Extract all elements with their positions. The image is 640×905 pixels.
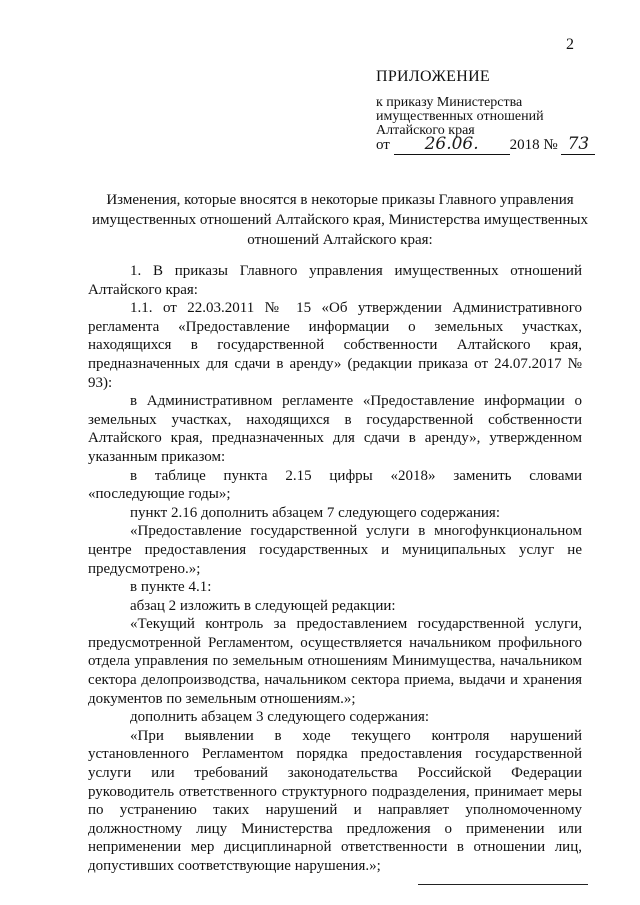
appendix-title: ПРИЛОЖЕНИЕ <box>376 68 491 85</box>
page-number: 2 <box>566 36 574 53</box>
document-body <box>88 262 582 876</box>
appendix-line-3: Алтайского края <box>376 123 475 138</box>
paragraph-3: в Административном регламенте «Предоставление информации о земельных участках, находящихся в государственной собственности Алтайского края, предназначенных для сдачи в аренду», утвержденном указанным приказом: <box>88 393 582 465</box>
order-year: 2018 <box>509 137 540 153</box>
handwritten-date: 26.06. <box>424 134 479 154</box>
number-sign: № <box>543 137 558 153</box>
date-field <box>394 134 510 155</box>
paragraph-1: 1. В приказы Главного управления имущественных отношений Алтайского края: <box>88 263 582 298</box>
handwritten-number: 73 <box>567 134 590 154</box>
paragraph-8: абзац 2 изложить в следующей редакции: <box>130 597 396 614</box>
document-heading: Изменения, которые вносятся в некоторые приказы Главного управления имущественных отношений Алтайского края, Министерства имущественных отношений Алтайского края: <box>92 192 588 248</box>
number-field <box>561 134 595 155</box>
date-prefix: от <box>376 137 390 153</box>
paragraph-6: «Предоставление государственной услуги в многофункциональном центре предоставления государственных и муниципальных услуг не предусмотрено.»; <box>88 523 582 577</box>
paragraph-10: дополнить абзацем 3 следующего содержания: <box>130 709 430 726</box>
appendix-line-2: имущественных отношений <box>376 109 544 124</box>
paragraph-11: «При выявлении в ходе текущего контроля нарушений установленного Регламентом порядка предоставления государственной услуги или требований законодательства Российской Федерации руководитель ответственного структурного подразделения, принимает меры по устранению таких нарушений и направляет уполномоченному должностному лицу Министерства предложения о применении или неприменении мер дисциплинарной ответственности в отношении лиц, допустивших соответствующие нарушения.»; <box>88 727 582 874</box>
paragraph-5: пункт 2.16 дополнить абзацем 7 следующего содержания: <box>130 504 500 521</box>
paragraph-2: 1.1. от 22.03.2011 № 15 «Об утверждении Административного регламента «Предоставление информации о земельных участках, находящихся в государственной собственности Алтайского края, предназначенных для сдачи в аренду» (редакции приказа от 24.07.2017 № 93): <box>88 300 582 391</box>
appendix-block <box>376 68 544 138</box>
paragraph-7: в пункте 4.1: <box>130 579 212 596</box>
bottom-rule <box>418 884 588 885</box>
order-date-line <box>376 134 595 155</box>
appendix-line-1: к приказу Министерства <box>376 95 523 110</box>
paragraph-9: «Текущий контроль за предоставлением государственной услуги, предусмотренной Регламентом, осуществляется начальником профильного отдела управления по земельным отношениям Минимущества, начальником сектора делопроизводства, начальником сектора приема, выдачи и хранения документов по земельным отношениям.»; <box>88 616 582 707</box>
paragraph-4: в таблице пункта 2.15 цифры «2018» заменить словами «последующие годы»; <box>88 467 582 503</box>
